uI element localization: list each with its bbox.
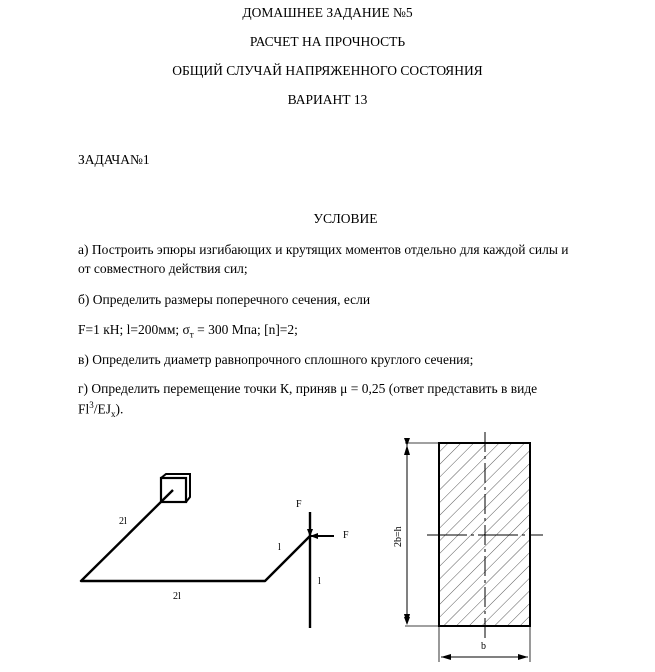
item-a-line1: а) Построить эпюры изгибающих и крутящих моментов отдельно для каждой силы и [78,242,569,257]
label-width: b [481,641,486,652]
item-b: б) Определить размеры поперечного сечения, если [78,292,371,307]
given-part2: = 300 Мпа; [n]=2; [193,322,298,337]
item-g-line1: г) Определить перемещение точки К, приняв μ = 0,25 (ответ представить в виде [78,381,538,396]
g-sub: x [111,409,116,420]
label-2l-diagonal: 2l [119,516,127,527]
g-part3: ). [115,401,124,417]
g-part2: /EJ [93,401,112,417]
item-a-line2: от совместного действия сил; [78,261,248,276]
task-title: ЗАДАЧА№1 [78,152,150,167]
frame-beam [81,490,310,581]
item-v: в) Определить диаметр равнопрочного сплошного круглого сечения; [78,352,474,367]
condition-title: УСЛОВИЕ [313,211,378,226]
g-sup: 3 [89,400,94,410]
label-force-horizontal: F [343,530,349,541]
label-height: 2b=h [393,526,404,547]
label-2l-horizontal: 2l [173,591,181,602]
given-part1: F=1 кН; l=200мм; σ [78,322,190,337]
label-l-vertical: l [318,576,321,587]
doc-variant: ВАРИАНТ 13 [287,92,368,107]
doc-topic: ОБЩИЙ СЛУЧАЙ НАПРЯЖЕННОГО СОСТОЯНИЯ [172,63,483,78]
cross-section-diagram [393,432,543,662]
frame-diagram [81,474,349,628]
g-part1: Fl [78,401,90,417]
label-force-vertical: F [296,499,302,510]
doc-subtitle: РАСЧЕТ НА ПРОЧНОСТЬ [249,34,406,49]
given-sub: т [189,329,194,340]
doc-title: ДОМАШНЕЕ ЗАДАНИЕ №5 [242,5,413,20]
label-l-diagonal: l [278,542,281,553]
